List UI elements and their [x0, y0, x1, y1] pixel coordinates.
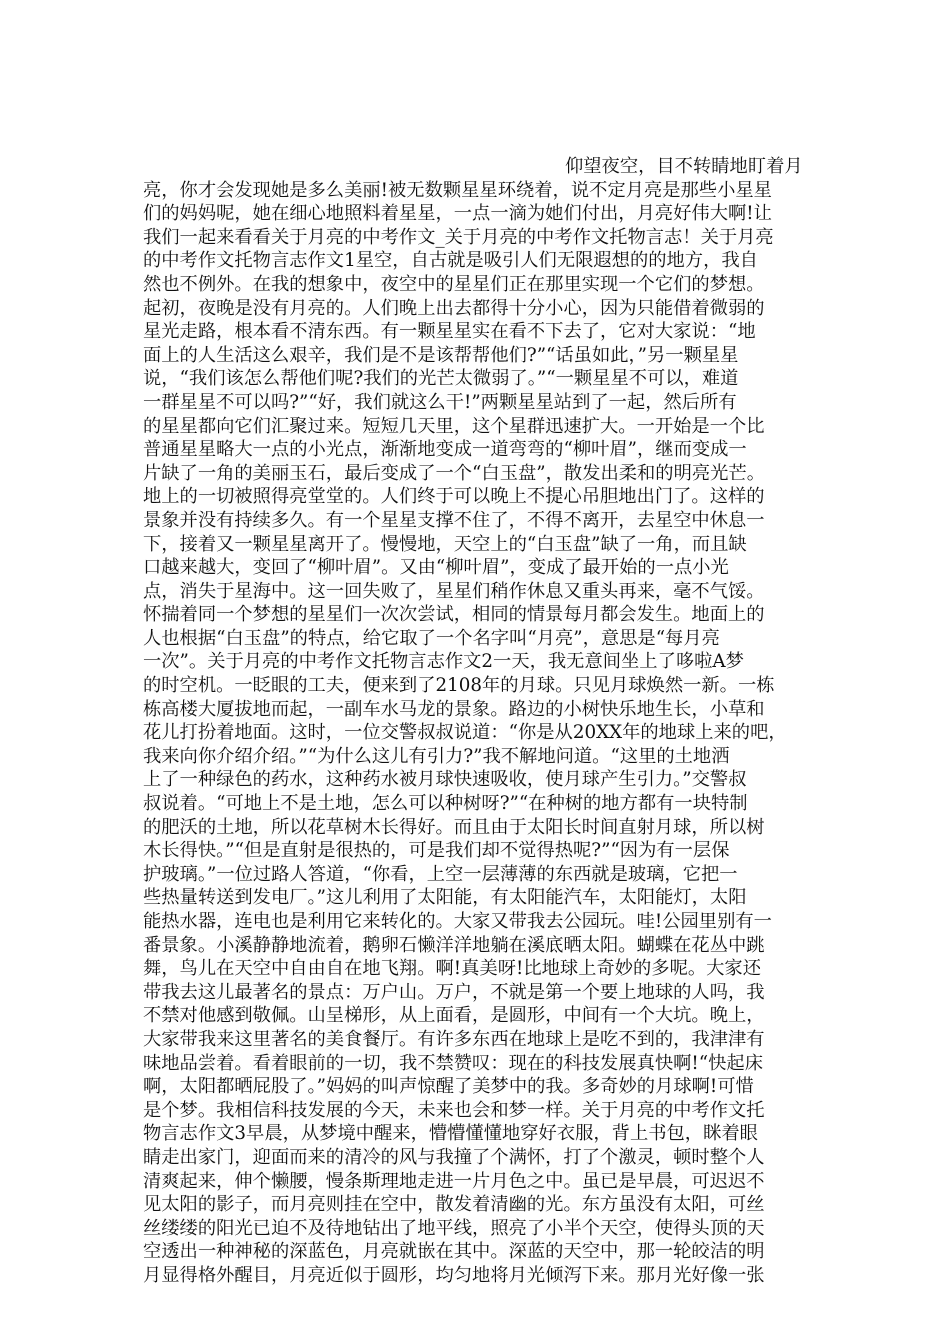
- text-line: 景象并没有持续多久。有一个星星支撑不住了，不得不离开，去星空中休息一: [143, 509, 765, 531]
- text-line: 的中考作文托物言志作文1星空，自古就是吸引人们无限遐想的的地方，我自: [143, 250, 758, 272]
- text-line: 然也不例外。在我的想象中，夜空中的星星们正在那里实现一个它们的梦想。: [143, 273, 765, 295]
- text-line: 木长得快。”“但是直射是很热的，可是我们却不觉得热呢?”“因为有一层保: [143, 840, 730, 862]
- text-line: 们的妈妈呢，她在细心地照料着星星，一点一滴为她们付出，月亮好伟大啊!让: [143, 203, 772, 225]
- text-line: 舞，鸟儿在天空中自由自在地飞翔。啊!真美呀!比地球上奇妙的多呢。大家还: [143, 958, 761, 980]
- text-line: 大家带我来这里著名的美食餐厅。有许多东西在地球上是吃不到的，我津津有: [143, 1028, 765, 1050]
- text-line: 清爽起来，伸个懒腰，慢条斯理地走进一片月色之中。虽已是早晨，可迟迟不: [143, 1170, 765, 1192]
- text-line: 星光走路，根本看不清东西。有一颗星星实在看不下去了，它对大家说：“地: [143, 321, 756, 343]
- text-line: 的星星都向它们汇聚过来。短短几天里，这个星群迅速扩大。一开始是一个比: [143, 415, 765, 437]
- text-line: 带我去这儿最著名的景点：万户山。万户，不就是第一个要上地球的人吗，我: [143, 981, 765, 1003]
- text-line: 啊，太阳都晒屁股了。”妈妈的叫声惊醒了美梦中的我。多奇妙的月球啊!可惜: [143, 1076, 754, 1098]
- text-line: 普通星星略大一点的小光点，渐渐地变成一道弯弯的“柳叶眉”，继而变成一: [143, 439, 747, 461]
- text-line: 一次”。关于月亮的中考作文托物言志作文2一天，我无意间坐上了哆啦A梦: [143, 651, 744, 673]
- text-line: 口越来越大，变回了“柳叶眉”。又由“柳叶眉”，变成了最开始的一点小光: [143, 557, 729, 579]
- text-line: 番景象。小溪静静地流着，鹅卵石懒洋洋地躺在溪底晒太阳。蝴蝶在花丛中跳: [143, 934, 765, 956]
- text-line: 是个梦。我相信科技发展的今天，未来也会和梦一样。关于月亮的中考作文托: [143, 1099, 765, 1121]
- essay-body: [143, 155, 805, 1288]
- text-line: 我们一起来看看关于月亮的中考作文_关于月亮的中考作文托物言志！关于月亮: [143, 226, 774, 248]
- text-line: 叔说着。“可地上不是土地，怎么可以种树呀?”“在种树的地方都有一块特制: [143, 793, 748, 815]
- text-line: 面上的人生活这么艰辛，我们是不是该帮帮他们?”“话虽如此，”另一颗星星: [143, 344, 739, 366]
- text-line: 一群星星不可以吗?”“好，我们就这么干!”两颗星星站到了一起，然后所有: [143, 391, 737, 413]
- text-line: 我来向你介绍介绍。”“为什么这儿有引力?”我不解地问道。“这里的土地洒: [143, 745, 730, 767]
- text-line: 地上的一切被照得亮堂堂的。人们终于可以晚上不提心吊胆地出门了。这样的: [143, 486, 765, 508]
- text-line: 起初，夜晚是没有月亮的。人们晚上出去都得十分小心，因为只能借着微弱的: [143, 297, 765, 319]
- text-line: 花儿打扮着地面。这时，一位交警叔叔说道：“你是从20XX年的地球上来的吧，: [143, 722, 787, 744]
- text-line: 味地品尝着。看着眼前的一切，我不禁赞叹：现在的科技发展真快啊!“快起床: [143, 1052, 763, 1074]
- text-line: 片缺了一角的美丽玉石，最后变成了一个“白玉盘”，散发出柔和的明亮光芒。: [143, 462, 765, 484]
- text-line: 睛走出家门，迎面而来的清冷的风与我撞了个满怀，打了个激灵，顿时整个人: [143, 1146, 765, 1168]
- text-line: 的时空机。一眨眼的工夫，便来到了2108年的月球。只见月球焕然一新。一栋: [143, 675, 775, 697]
- text-line: 见太阳的影子，而月亮则挂在空中，散发着清幽的光。东方虽没有太阳，可丝: [143, 1194, 765, 1216]
- text-line: 说，“我们该怎么帮他们呢?我们的光芒太微弱了。”“一颗星星不可以，难道: [143, 368, 739, 390]
- text-line: 仰望夜空，目不转睛地盯着月: [565, 156, 803, 177]
- text-line: 月显得格外醒目，月亮近似于圆形，均匀地将月光倾泻下来。那月光好像一张: [143, 1264, 765, 1286]
- text-line: 些热量转送到发电厂。”这儿利用了太阳能，有太阳能汽车，太阳能灯，太阳: [143, 887, 747, 909]
- text-line: 怀揣着同一个梦想的星星们一次次尝试，相同的情景每月都会发生。地面上的: [143, 604, 765, 626]
- text-line: 点，消失于星海中。这一回失败了，星星们稍作休息又重头再来，毫不气馁。: [143, 580, 765, 602]
- text-line: 上了一种绿色的药水，这种药水被月球快速吸收，使月球产生引力。”交警叔: [143, 769, 747, 791]
- text-line: 的肥沃的土地，所以花草树木长得好。而且由于太阳长时间直射月球，所以树: [143, 816, 765, 838]
- text-line: 下，接着又一颗星星离开了。慢慢地，天空上的“白玉盘”缺了一角，而且缺: [143, 533, 747, 555]
- text-line: 亮，你才会发现她是多么美丽!被无数颗星星环绕着，说不定月亮是那些小星星: [143, 179, 772, 201]
- text-line: 能热水器，连电也是利用它来转化的。大家又带我去公园玩。哇!公园里别有一: [143, 911, 772, 932]
- text-line: 丝缕缕的阳光已迫不及待地钻出了地平线，照亮了小半个天空，使得头顶的天: [143, 1217, 765, 1239]
- text-line: 物言志作文3早晨，从梦境中醒来，懵懵懂懂地穿好衣服，背上书包，眯着眼: [143, 1123, 758, 1145]
- text-line: 不禁对他感到敬佩。山呈梯形，从上面看，是圆形，中间有一个大坑。晚上，: [143, 1005, 765, 1027]
- text-line: 空透出一种神秘的深蓝色，月亮就嵌在其中。深蓝的天空中，那一轮皎洁的明: [143, 1241, 765, 1263]
- text-line: 栋高楼大厦拔地而起，一副车水马龙的景象。路边的小树快乐地生长，小草和: [143, 698, 765, 720]
- text-line: 护玻璃。”一位过路人答道，“你看，上空一层薄薄的东西就是玻璃，它把一: [143, 863, 738, 885]
- text-line: 人也根据“白玉盘”的特点，给它取了一个名字叫“月亮”，意思是“每月亮: [143, 627, 720, 649]
